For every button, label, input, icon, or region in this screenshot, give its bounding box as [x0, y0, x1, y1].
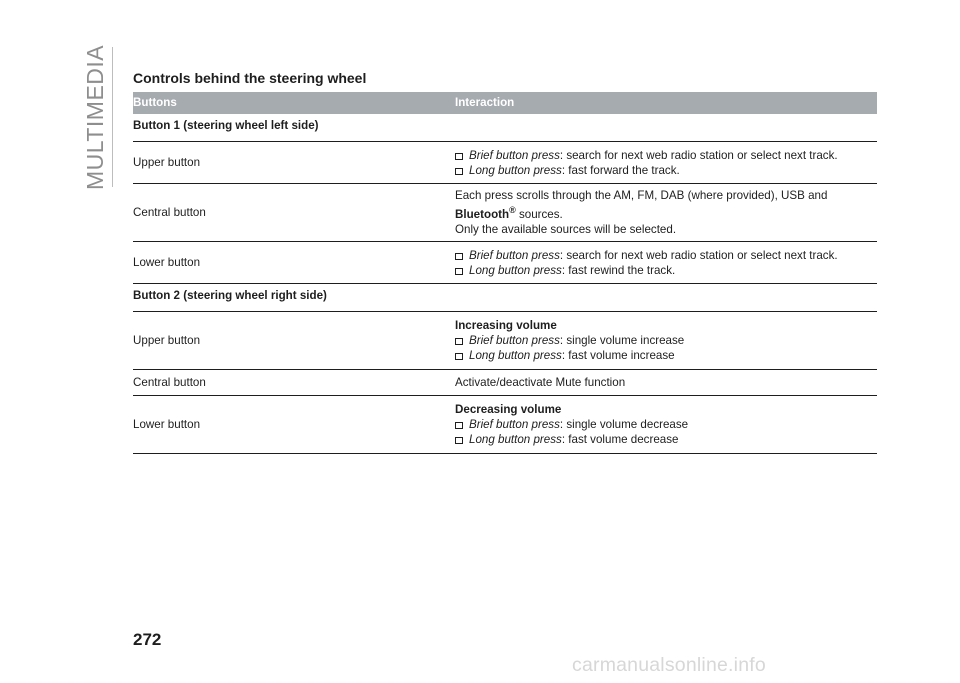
interaction-cell: Activate/deactivate Mute function [455, 376, 626, 389]
press-description: : fast volume increase [561, 349, 675, 362]
press-description: : fast forward the track. [561, 163, 680, 177]
press-type: Long button press [469, 433, 562, 446]
group-title-button-1: Button 1 (steering wheel left side) [133, 114, 877, 142]
list-item [455, 163, 877, 178]
table-row [133, 142, 877, 184]
press-description: : search for next web radio station or select next track. [559, 248, 838, 262]
button-name: Lower button [133, 418, 201, 431]
description-line [455, 203, 877, 222]
table-row [133, 370, 877, 396]
list-item [455, 263, 877, 278]
table-row [133, 242, 877, 284]
table-row [133, 396, 877, 454]
table-header [133, 92, 877, 114]
press-type: Long button press [469, 163, 562, 177]
description-line: Each press scrolls through the AM, FM, DAB (where provided), USB and [455, 189, 828, 202]
row-heading: Increasing volume [455, 319, 557, 332]
row-heading: Decreasing volume [455, 403, 562, 416]
brand-name: Bluetooth [455, 208, 510, 221]
press-type: Brief button press [469, 334, 560, 347]
press-type: Brief button press [469, 248, 560, 262]
press-type: Long button press [469, 349, 562, 362]
section-title: Controls behind the steering wheel [133, 70, 367, 86]
press-description: : single volume decrease [559, 418, 689, 431]
press-type: Long button press [469, 263, 562, 277]
button-name: Upper button [133, 334, 201, 347]
list-item [455, 348, 877, 363]
page-number: 272 [133, 630, 162, 649]
button-name: Central button [133, 206, 206, 219]
table-row [133, 184, 877, 242]
checkbox-bullet-icon [455, 422, 463, 429]
interaction-cell [455, 318, 877, 363]
description-text: sources. [515, 208, 563, 221]
press-type: Brief button press [469, 418, 560, 431]
interaction-cell [455, 402, 877, 447]
button-name: Central button [133, 376, 206, 389]
press-type: Brief button press [469, 148, 560, 162]
checkbox-bullet-icon [455, 338, 463, 345]
button-name: Upper button [133, 156, 201, 169]
press-description: : single volume increase [559, 334, 685, 347]
watermark: carmanualsonline.info [572, 654, 766, 676]
checkbox-bullet-icon [455, 168, 463, 175]
checkbox-bullet-icon [455, 153, 463, 160]
checkbox-bullet-icon [455, 437, 463, 444]
registered-mark: ® [509, 205, 516, 215]
list-item [455, 432, 877, 447]
table-row [133, 312, 877, 370]
list-item [455, 333, 877, 348]
button-name: Lower button [133, 256, 201, 269]
controls-table [133, 92, 877, 454]
press-description: : fast volume decrease [561, 433, 679, 446]
press-description: : search for next web radio station or select next track. [559, 148, 838, 162]
header-buttons: Buttons [133, 96, 177, 109]
header-interaction: Interaction [455, 96, 515, 109]
checkbox-bullet-icon [455, 353, 463, 360]
interaction-cell [455, 248, 877, 278]
interaction-cell [455, 148, 877, 178]
checkbox-bullet-icon [455, 268, 463, 275]
group-title-button-2: Button 2 (steering wheel right side) [133, 284, 877, 312]
description-line: Only the available sources will be selected. [455, 223, 677, 236]
list-item [455, 417, 877, 432]
chapter-title: MULTIMEDIA [82, 44, 108, 190]
press-description: : fast rewind the track. [561, 263, 676, 277]
list-item [455, 148, 877, 163]
interaction-cell [455, 188, 877, 237]
chapter-divider [112, 47, 113, 187]
list-item [455, 248, 877, 263]
checkbox-bullet-icon [455, 253, 463, 260]
